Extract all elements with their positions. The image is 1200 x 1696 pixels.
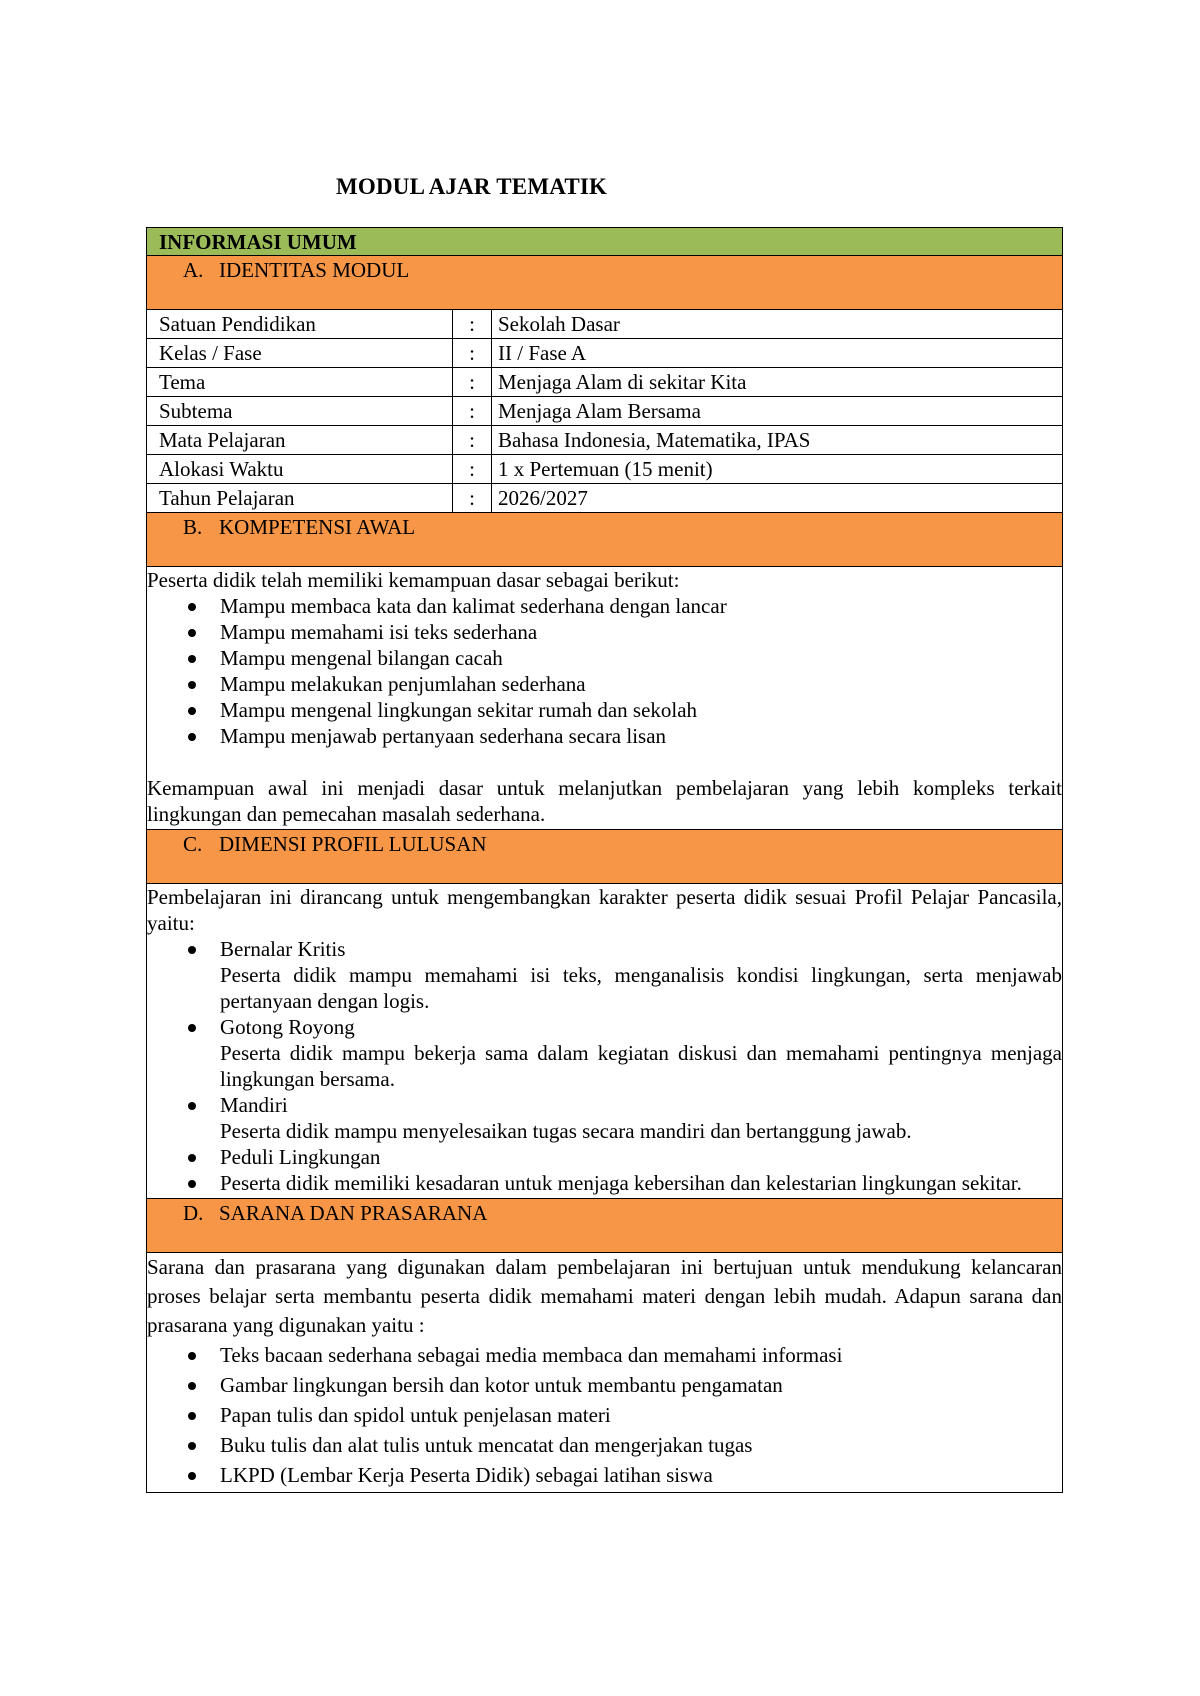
identity-row (147, 426, 1062, 455)
identity-value: Menjaga Alam di sekitar Kita (498, 370, 747, 394)
identity-row (147, 368, 1062, 397)
identity-row (147, 310, 1062, 339)
identity-label: Tema (147, 368, 453, 396)
identity-value: II / Fase A (498, 341, 587, 365)
identity-separator: : (453, 368, 492, 396)
identity-value: Menjaga Alam Bersama (498, 399, 701, 423)
list-item (147, 1092, 1062, 1144)
identity-row (147, 484, 1062, 513)
profile-dimension-name: Bernalar Kritis (220, 937, 346, 961)
section-c-title: DIMENSI PROFIL LULUSAN (219, 832, 487, 856)
identity-separator: : (453, 310, 492, 338)
section-b-title: KOMPETENSI AWAL (219, 515, 416, 539)
identity-value: 2026/2027 (498, 486, 588, 510)
section-b-list (147, 593, 1062, 749)
profile-dimension-desc: Peserta didik mampu bekerja sama dalam kegiatan diskusi dan memahami pentingnya menjaga lingkungan bersama. (220, 1041, 1062, 1091)
list-item: Mampu mengenal lingkungan sekitar rumah dan sekolah (147, 697, 1062, 723)
identity-label: Tahun Pelajaran (147, 484, 453, 512)
identity-separator: : (453, 339, 492, 367)
section-a-title: IDENTITAS MODUL (219, 258, 410, 282)
identity-label: Subtema (147, 397, 453, 425)
identity-separator: : (453, 484, 492, 512)
profile-dimension-desc: Peserta didik mampu memahami isi teks, menganalisis kondisi lingkungan, serta menjawab pertanyaan dengan logis. (220, 963, 1062, 1013)
list-item: Mampu membaca kata dan kalimat sederhana dengan lancar (147, 593, 1062, 619)
identity-label: Satuan Pendidikan (147, 310, 453, 338)
section-d-intro: Sarana dan prasarana yang digunakan dalam pembelajaran ini bertujuan untuk mendukung kelancaran proses belajar serta membantu peserta didik memahami materi dengan lebih mudah. Adapun sarana dan prasarana yang digunakan yaitu : (147, 1255, 1062, 1337)
list-item: Teks bacaan sederhana sebagai media membaca dan memahami informasi (147, 1340, 1062, 1370)
section-c-letter: C. (183, 832, 203, 856)
section-d-header (147, 1199, 1062, 1253)
section-d-letter: D. (183, 1201, 204, 1225)
section-b-closing: Kemampuan awal ini menjadi dasar untuk melanjutkan pembelajaran yang lebih kompleks terkait lingkungan dan pemecahan masalah sederhana. (147, 776, 1062, 826)
list-item (147, 1014, 1062, 1092)
list-item (147, 936, 1062, 1014)
identity-row (147, 339, 1062, 368)
identity-value: Sekolah Dasar (498, 312, 620, 336)
list-item: Mampu mengenal bilangan cacah (147, 645, 1062, 671)
section-b-body (147, 567, 1062, 830)
section-c-list (147, 936, 1062, 1196)
list-item: Buku tulis dan alat tulis untuk mencatat dan mengerjakan tugas (147, 1430, 1062, 1460)
list-item (147, 1144, 1062, 1170)
profile-dimension-name: Gotong Royong (220, 1015, 355, 1039)
identity-row (147, 397, 1062, 426)
section-c-body (147, 884, 1062, 1199)
list-item (147, 1170, 1062, 1196)
section-a-header (147, 256, 1062, 310)
identity-label: Alokasi Waktu (147, 455, 453, 483)
profile-dimension-name: Peduli Lingkungan (220, 1145, 381, 1169)
identity-label: Kelas / Fase (147, 339, 453, 367)
section-d-body (147, 1253, 1062, 1492)
list-item: LKPD (Lembar Kerja Peserta Didik) sebagai latihan siswa (147, 1460, 1062, 1490)
section-b-header (147, 513, 1062, 567)
profile-dimension-name: Mandiri (220, 1093, 288, 1117)
list-item: Papan tulis dan spidol untuk penjelasan materi (147, 1400, 1062, 1430)
section-d-title: SARANA DAN PRASARANA (219, 1201, 488, 1225)
identity-separator: : (453, 426, 492, 454)
section-b-intro: Peserta didik telah memiliki kemampuan dasar sebagai berikut: (147, 568, 680, 592)
identity-separator: : (453, 455, 492, 483)
identity-value: Bahasa Indonesia, Matematika, IPAS (498, 428, 811, 452)
identity-separator: : (453, 397, 492, 425)
list-item: Gambar lingkungan bersih dan kotor untuk membantu pengamatan (147, 1370, 1062, 1400)
section-d-list (147, 1340, 1062, 1490)
identity-value: 1 x Pertemuan (15 menit) (498, 457, 713, 481)
identity-row (147, 455, 1062, 484)
page-title: MODUL AJAR TEMATIK (336, 174, 608, 199)
list-item: Mampu melakukan penjumlahan sederhana (147, 671, 1062, 697)
list-item: Mampu menjawab pertanyaan sederhana secara lisan (147, 723, 1062, 749)
profile-dimension-desc: Peserta didik mampu menyelesaikan tugas secara mandiri dan bertanggung jawab. (220, 1119, 912, 1143)
section-c-header (147, 830, 1062, 884)
section-a-letter: A. (183, 258, 204, 282)
profile-dimension-name: Peserta didik memiliki kesadaran untuk menjaga kebersihan dan kelestarian lingkungan sekitar. (220, 1171, 1022, 1195)
module-info-table (146, 227, 1063, 1493)
identity-label: Mata Pelajaran (147, 426, 453, 454)
info-header: INFORMASI UMUM (147, 228, 1062, 256)
section-b-letter: B. (183, 515, 203, 539)
list-item: Mampu memahami isi teks sederhana (147, 619, 1062, 645)
section-c-intro: Pembelajaran ini dirancang untuk mengembangkan karakter peserta didik sesuai Profil Pelajar Pancasila, yaitu: (147, 885, 1062, 935)
